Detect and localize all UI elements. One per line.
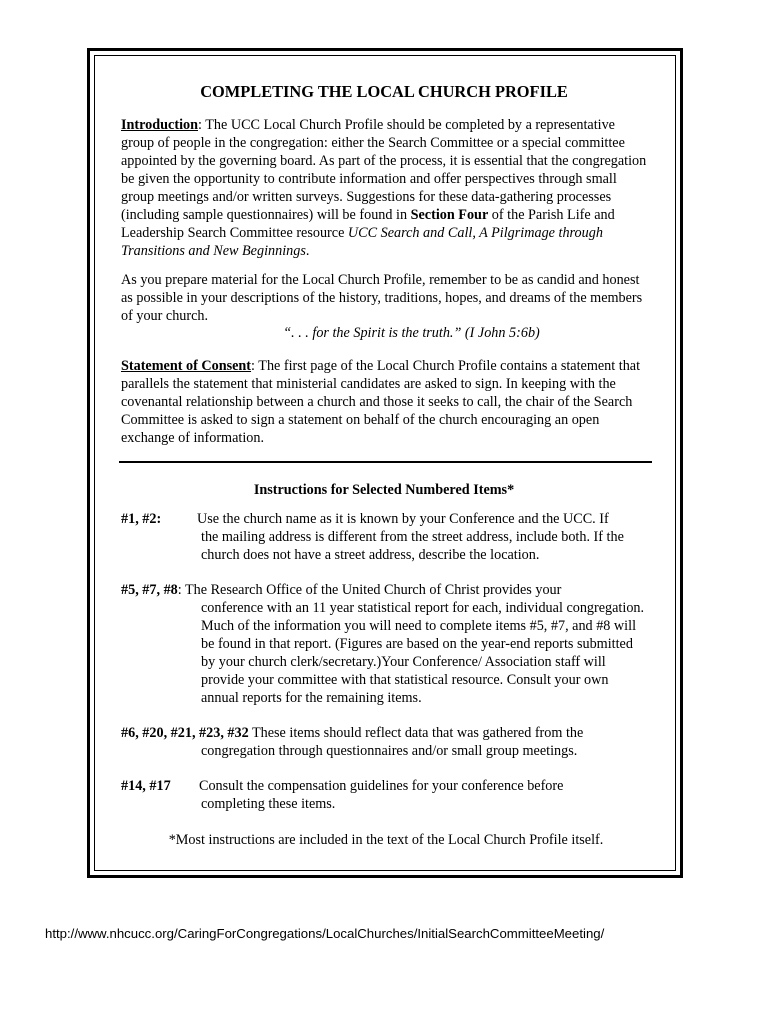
instruction-item <box>121 724 647 760</box>
item-label: #1, #2: <box>121 511 162 527</box>
item-first-line: : The Research Office of the United Church of Christ provides your <box>177 582 562 598</box>
item-label: #5, #7, #8 <box>121 582 178 598</box>
source-url: http://www.nhcucc.org/CaringForCongregations/LocalChurches/InitialSearchCommitteeMeeting/ <box>45 926 605 941</box>
introduction-text-3: . <box>305 243 310 259</box>
consent-label: Statement of Consent <box>121 358 252 374</box>
footnote: *Most instructions are included in the text of the Local Church Profile itself. <box>168 832 604 848</box>
page-title: COMPLETING THE LOCAL CHURCH PROFILE <box>200 82 568 101</box>
item-continuation: congregation through questionnaires and/or small group meetings. <box>201 743 578 759</box>
scripture-quote: “. . . for the Spirit is the truth.” (I John 5:6b) <box>283 325 540 341</box>
instruction-item <box>121 581 647 707</box>
item-label: #6, #20, #21, #23, #32 <box>121 725 249 741</box>
instruction-item <box>121 510 647 564</box>
instructions-heading: Instructions for Selected Numbered Items* <box>253 482 515 498</box>
introduction-paragraph <box>121 116 647 260</box>
introduction-text-1: : The UCC Local Church Profile should be completed by a representative group of people in the congregation: either the Search Committee or a special committee appointed by the governing board. As part of the process, it is essential that the congregation be given the opportunity to contribute information and offer perspectives through small group meetings and/or written surveys. Suggestions for these data-gathering processes (including sample questionnaires) will be found in <box>121 117 647 223</box>
item-first-line: Consult the compensation guidelines for your conference before <box>199 778 564 794</box>
introduction-text-2: of the Parish Life and Leadership Search Committee resource <box>121 207 615 241</box>
item-first-line: Use the church name as it is known by your Conference and the UCC. If <box>197 511 609 527</box>
section-divider <box>119 461 652 463</box>
consent-paragraph <box>121 357 647 447</box>
introduction-label: Introduction <box>121 117 198 133</box>
item-continuation: completing these items. <box>201 796 336 812</box>
item-continuation: the mailing address is different from the street address, include both. If the church does not have a street address, describe the location. <box>201 529 624 563</box>
item-first-line: These items should reflect data that was gathered from the <box>248 725 584 741</box>
section-four-bold: Section Four <box>410 207 489 223</box>
prepare-paragraph: As you prepare material for the Local Church Profile, remember to be as candid and honest as possible in your descriptions of the history, traditions, hopes, and dreams of the members of your church. <box>121 272 643 324</box>
item-label: #14, #17 <box>121 778 171 794</box>
resource-title: UCC Search and Call, A Pilgrimage through Transitions and New Beginnings <box>121 225 603 259</box>
instruction-item <box>121 777 647 813</box>
item-continuation: conference with an 11 year statistical report for each, individual congregation. Much of the information you will need to complete items #5, #7, and #8 will be found in that report. (Figures are based on the year-end reports submitted by your church clerk/secretary.)Your Conference/ Association staff will provide your committee with that statistical resource. Consult your own annual reports for the remaining items. <box>201 600 645 706</box>
consent-text: : The first page of the Local Church Profile contains a statement that parallels the statement that ministerial candidates are asked to sign. In keeping with the covenantal relationship between a church and those it seeks to call, the chair of the Search Committee is asked to sign a statement on behalf of the church encouraging an open exchange of information. <box>121 358 641 446</box>
